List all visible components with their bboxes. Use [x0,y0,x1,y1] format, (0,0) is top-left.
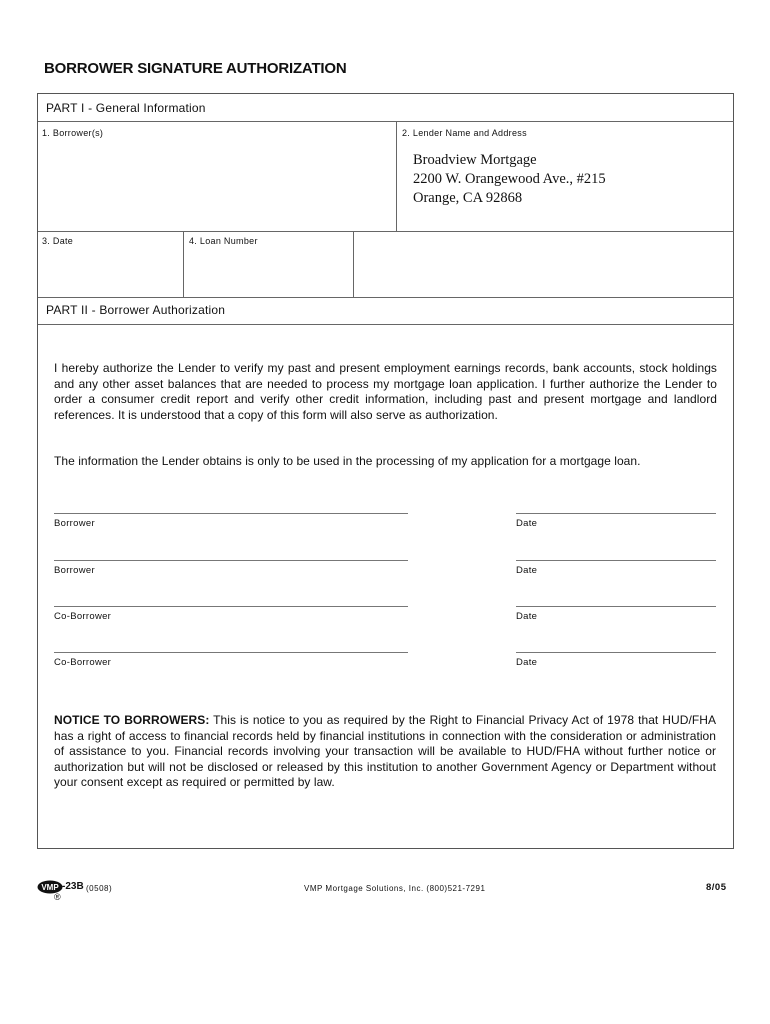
signature-label: Co-Borrower [54,611,112,622]
usage-text: The information the Lender obtains is only to be used in the processing of my application for a mortgage loan. [54,454,641,468]
date-label: Date [516,611,538,622]
revision-date: 8/05 [706,882,727,893]
divider [38,324,734,325]
signature-label: Borrower [54,518,95,529]
date-line-2[interactable] [516,560,716,561]
signature-line-coborrower-2[interactable] [54,652,408,653]
company-info: VMP Mortgage Solutions, Inc. (800)521-7291 [304,884,486,893]
loan-number-field[interactable] [184,246,352,294]
divider [38,297,734,298]
signature-label: Co-Borrower [54,657,112,668]
notice-heading: NOTICE TO BORROWERS: [54,713,210,727]
date-label: Date [516,565,538,576]
notice-text: This is notice to you as required by the Right to Financial Privacy Act of 1978 that HUD/FHA has a right of access to financial records held by financial institutions in connection with the consideration or administration of assistance to you. Financial records involving your transaction will be available to HUD/FHA without further notice or authorization but will not be disclosed or released by this institution to another Government Agency or Department without your consent except as required or permitted by law. [54,713,716,789]
divider [396,121,397,231]
form-code: -23B [62,881,84,892]
borrowers-label: 1. Borrower(s) [42,128,104,138]
part2-heading: PART II - Borrower Authorization [46,303,226,317]
part1-heading: PART I - General Information [46,101,206,115]
lender-street: 2200 W. Orangewood Ave., #215 [413,171,606,187]
date-field[interactable] [39,246,183,294]
signature-line-borrower-2[interactable] [54,560,408,561]
logo-text: VMP [41,883,59,892]
notice-paragraph [54,713,716,791]
registered-mark: ® [54,892,61,902]
date-line-4[interactable] [516,652,716,653]
date-line-3[interactable] [516,606,716,607]
date-label: Date [516,518,538,529]
divider [353,231,354,297]
lender-name: Broadview Mortgage [413,152,537,168]
loan-number-label: 4. Loan Number [189,236,258,246]
date-line-1[interactable] [516,513,716,514]
divider [38,121,734,122]
signature-line-coborrower-1[interactable] [54,606,408,607]
date-label: 3. Date [42,236,74,246]
lender-address [413,151,606,208]
signature-label: Borrower [54,565,95,576]
authorization-text: I hereby authorize the Lender to verify my past and present employment earnings records, bank accounts, stock holdings and any other asset balances that are needed to process my mortgage loan application. I further authorize the Lender to order a consumer credit report and verify other credit information, including past and present mortgage and landlord references. It is understood that a copy of this form will also serve as authorization. [54,361,717,422]
date-label: Date [516,657,538,668]
divider [38,231,734,232]
form-version: (0508) [86,884,113,893]
lender-city: Orange, CA 92868 [413,190,523,206]
signature-line-borrower-1[interactable] [54,513,408,514]
lender-label: 2. Lender Name and Address [402,128,527,138]
form-title: BORROWER SIGNATURE AUTHORIZATION [44,60,347,77]
borrowers-field[interactable] [39,138,395,230]
